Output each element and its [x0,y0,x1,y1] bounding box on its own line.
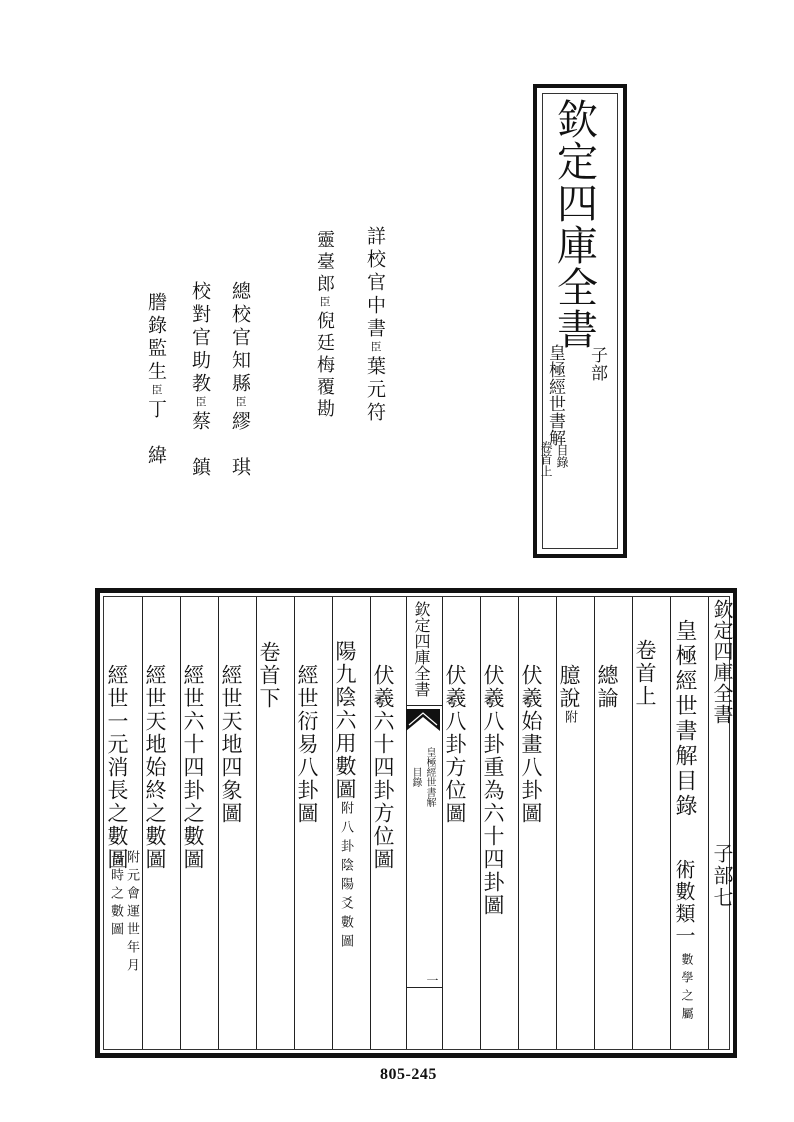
credit-role: 校對官助教 [189,281,211,396]
contents-grid [103,596,734,1050]
credit-rank: 臣 [369,341,382,356]
credit-chief-editor [229,281,251,480]
toc-entry-juan-shou-shang: 卷首上 [633,639,657,708]
credit-copyist [145,292,167,468]
fold-left-rule [406,597,407,1049]
toc-entry: 伏羲八卦方位圖 [443,664,467,825]
page-number: 805-245 [380,1066,437,1083]
fold-section: 目錄 [410,767,421,787]
credit-name: 繆 琪 [229,411,251,480]
toc-entry-juan-shou-xia: 卷首下 [257,641,281,710]
fold-book-title: 皇極經世書解 [424,747,435,807]
classification: 術數類一 [672,859,696,947]
credit-name: 蔡 鎮 [189,411,211,480]
credit-name: 葉元符 [364,356,386,425]
toc-entry: 經世天地始終之數圖 [143,664,167,871]
toc-entry: 經世天地四象圖 [219,664,243,825]
toc-entry: 經世衍易八卦圖 [295,664,319,825]
toc-entry: 伏羲八卦重為六十四卦圖 [481,664,505,917]
credit-rank: 臣 [234,396,247,411]
toc-entry-text: 陽九陰六用數圖 [333,640,357,801]
toc-entry [557,664,581,725]
page-header-collection: 欽定四庫全書 [710,599,734,725]
book-title: 皇極經世書解 [545,344,565,446]
juan-label: 卷首上 [539,441,553,477]
toc-entry: 伏羲始畫八卦圖 [519,664,543,825]
credit-rank: 臣 [150,384,163,399]
toc-entry: 經世六十四卦之數圖 [181,664,205,871]
toc-entry-note: 附八卦陰陽爻數圖 [338,801,353,953]
section-label: 目錄 [555,444,569,468]
credit-rank: 臣 [194,396,207,411]
credit-name: 丁 緯 [145,399,167,468]
classification-note: 數學之屬 [680,953,694,1025]
toc-entry-note: 日時之數圖 [108,850,123,940]
collection-title: 欽定四庫全書 [550,98,598,350]
column-rule [670,597,671,1049]
page-header-part: 子部七 [710,843,734,909]
credit-reviewer [313,230,335,421]
toc-entry-text: 臆說 [557,664,581,710]
credit-role: 詳校官中書 [364,226,386,341]
credit-role: 總校官知縣 [229,281,251,396]
column-rule [708,597,709,1049]
fold-leaf-number: 一 [425,974,439,986]
toc-entry-note: 附 [562,710,577,725]
credit-collator [189,281,211,480]
contents-page [95,588,737,1058]
fold-divider [406,987,442,988]
fold-collection-title: 欽定四庫全書 [412,601,431,697]
title-label [533,84,627,558]
part-label: 子部 [587,346,607,382]
book-heading: 皇極經世書解目錄 [672,619,697,819]
credit-rank: 臣 [318,296,331,311]
toc-entry [333,640,357,953]
credit-proofreader [364,226,386,425]
toc-entry: 伏羲六十四卦方位圖 [371,664,395,871]
toc-entry-note: 附元會運世年月 [124,850,139,976]
credit-role: 靈臺郎 [314,230,335,296]
fish-tail-ornament [406,709,440,731]
credit-name: 倪廷梅覆勘 [314,311,335,421]
credit-role: 謄錄監生 [145,292,167,384]
fold-divider [406,705,442,706]
toc-entry: 總論 [595,664,619,710]
toc-entry: 經世一元消長之數圖 [105,664,129,871]
